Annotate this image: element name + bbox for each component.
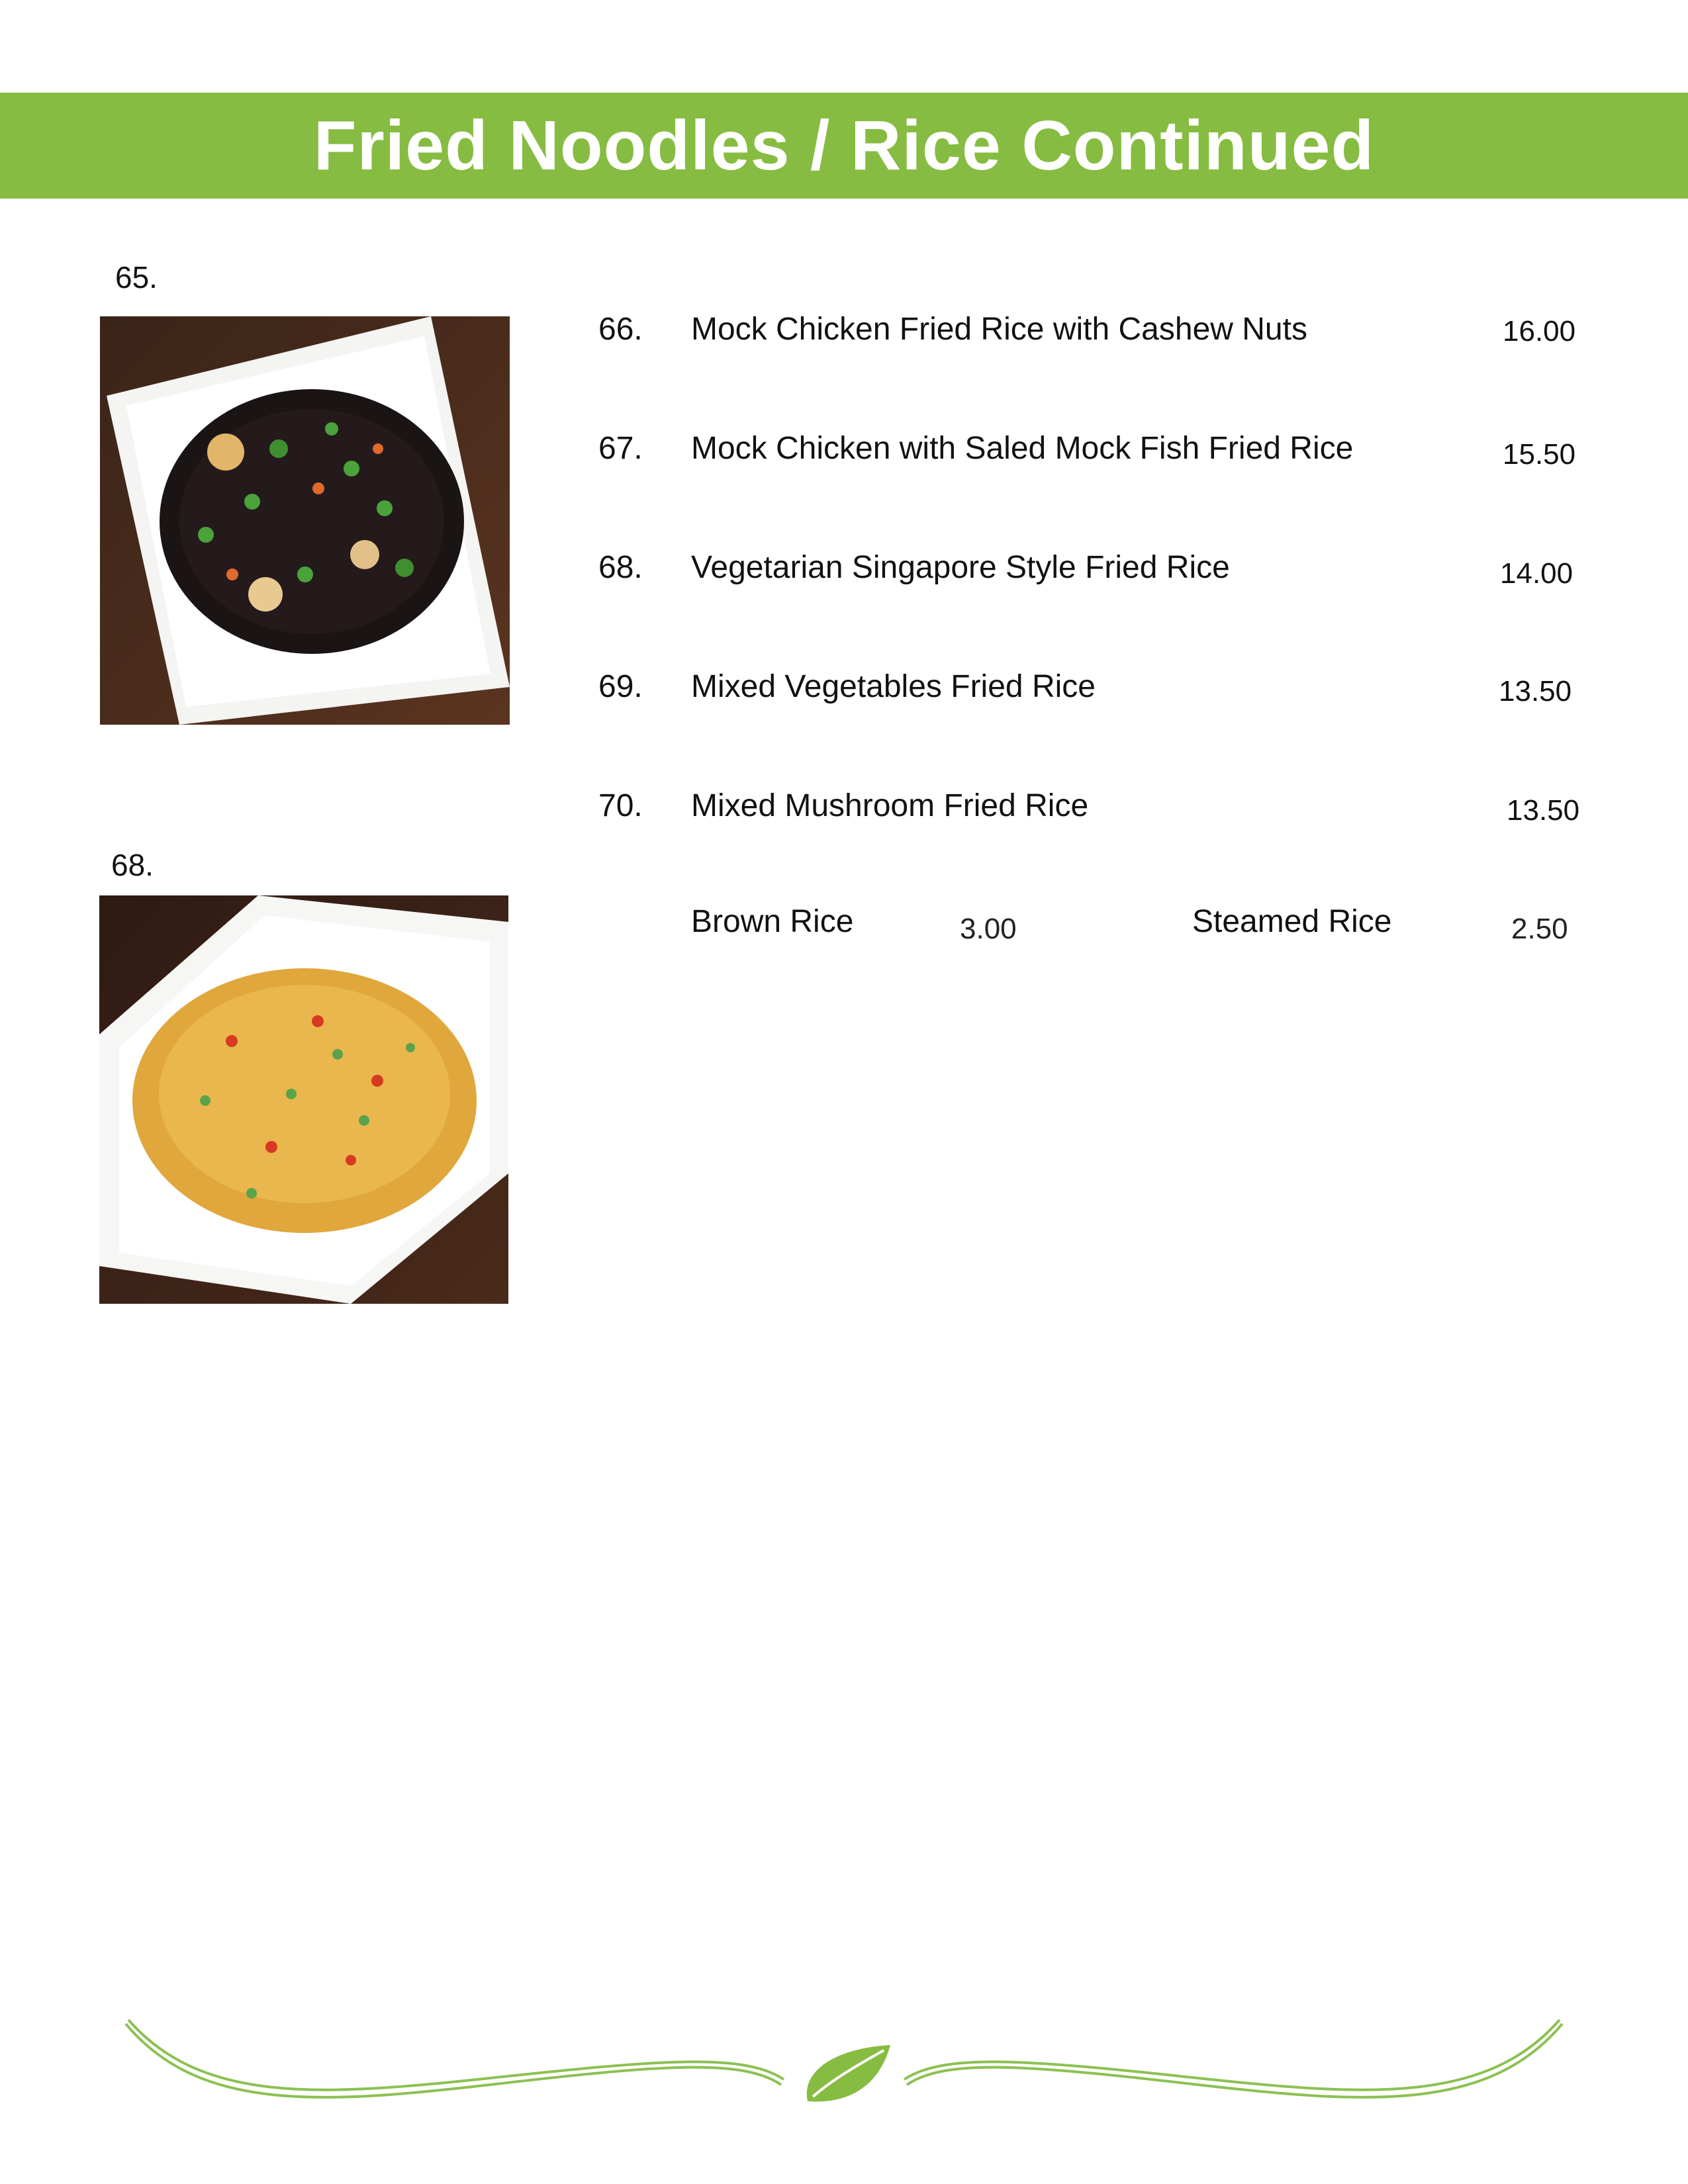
item-price: 16.00 (1503, 315, 1576, 347)
flourish-line-left (128, 2020, 784, 2090)
menu-item (598, 311, 1591, 357)
item-number: 69. (598, 669, 643, 704)
photo-label: 65. (115, 260, 158, 295)
header-banner (0, 93, 1688, 199)
item-name: Vegetarian Singapore Style Fried Rice (691, 550, 1230, 585)
item-name: Mock Chicken with Saled Mock Fish Fried Rice (691, 431, 1354, 466)
side-steamed-rice-name: Steamed Rice (1192, 904, 1392, 939)
item-number: 70. (598, 788, 643, 823)
leaf-icon (807, 2045, 890, 2101)
photo-label: 68. (111, 848, 154, 882)
flourish-line-left (126, 2024, 781, 2097)
item-price: 14.00 (1500, 557, 1573, 590)
photo-black-rice-dish (100, 316, 510, 725)
menu-item (598, 430, 1591, 477)
footer-flourish (119, 2012, 1569, 2111)
item-name: Mixed Mushroom Fried Rice (691, 788, 1089, 823)
item-price: 15.50 (1503, 438, 1576, 471)
menu-item (598, 549, 1591, 596)
item-name: Mixed Vegetables Fried Rice (691, 669, 1096, 704)
photo-singapore-fried-rice (99, 895, 508, 1304)
menu-item (598, 788, 1591, 834)
item-number: 68. (598, 550, 643, 585)
side-steamed-rice-price: 2.50 (1511, 913, 1568, 945)
item-name: Mock Chicken Fried Rice with Cashew Nuts (691, 312, 1307, 347)
item-price: 13.50 (1499, 675, 1572, 707)
item-price: 13.50 (1507, 794, 1580, 827)
dish-image (99, 895, 508, 1304)
menu-item (598, 668, 1591, 715)
side-brown-rice-name: Brown Rice (691, 904, 854, 939)
dish-image (100, 316, 510, 725)
item-number: 66. (598, 312, 643, 347)
page-title: Fried Noodles / Rice Continued (313, 106, 1375, 185)
flourish-line-right (907, 2024, 1562, 2097)
side-brown-rice-price: 3.00 (960, 913, 1017, 945)
flourish-line-right (904, 2020, 1560, 2090)
item-number: 67. (598, 431, 643, 466)
